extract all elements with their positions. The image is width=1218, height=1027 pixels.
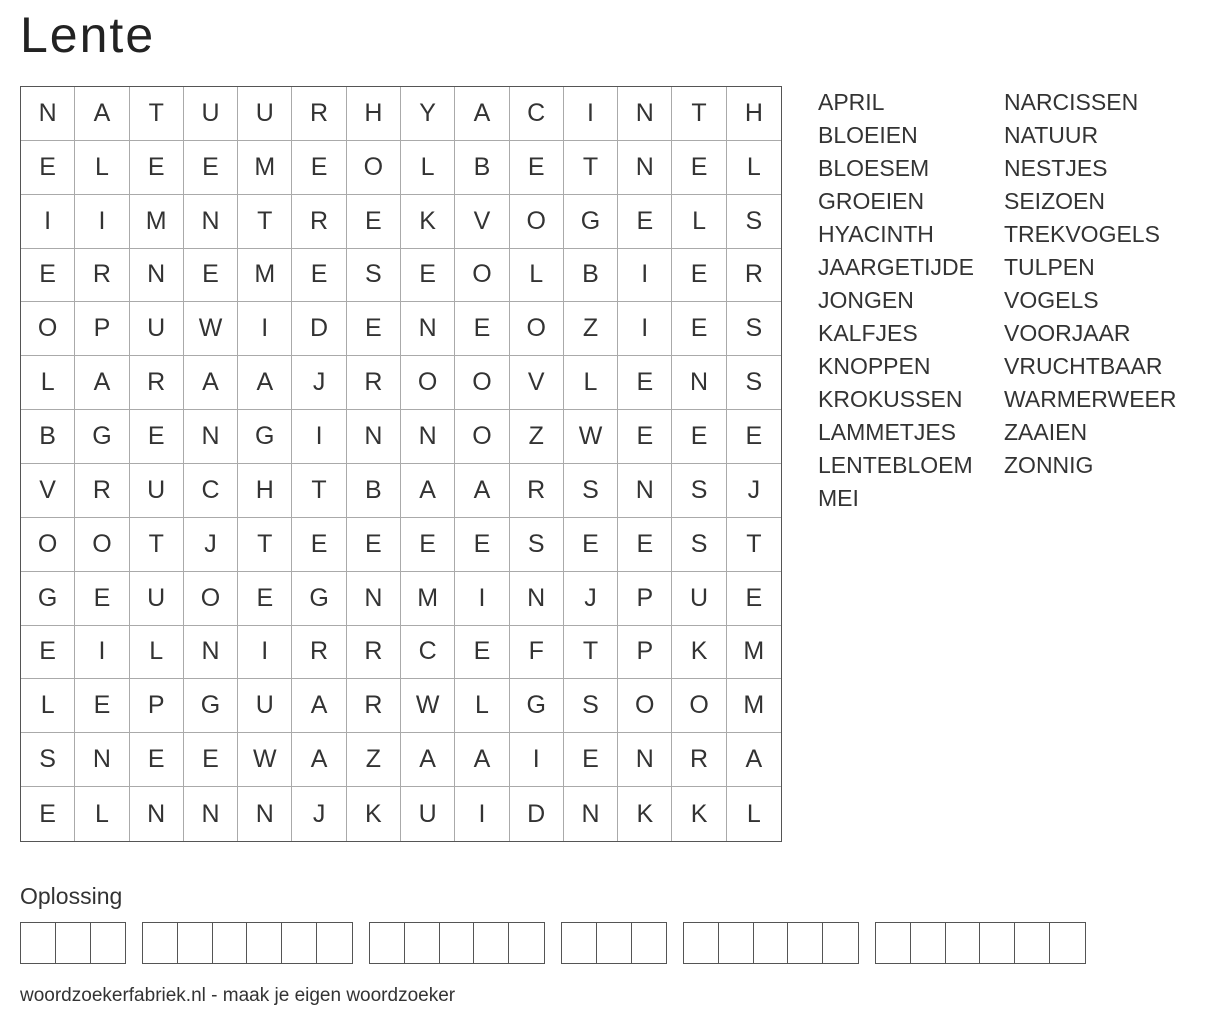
grid-cell[interactable]: I [75,195,129,249]
grid-cell[interactable]: E [618,356,672,410]
word-list-item: ZONNIG [1004,452,1094,478]
grid-cell[interactable]: E [672,249,726,303]
grid-cell[interactable]: E [727,572,781,626]
word-list-item: APRIL [818,89,885,115]
grid-cell[interactable]: L [564,356,618,410]
grid-cell[interactable]: G [292,572,346,626]
grid-cell[interactable]: E [130,410,184,464]
grid-cell[interactable]: L [455,679,509,733]
word-list-item: MEI [818,485,859,511]
page-title: Lente [20,7,156,63]
grid-cell[interactable]: M [727,679,781,733]
grid-cell[interactable]: N [347,410,401,464]
grid-cell[interactable]: N [564,787,618,841]
grid-cell[interactable]: Z [564,302,618,356]
grid-cell[interactable]: K [401,195,455,249]
grid-cell[interactable]: G [184,679,238,733]
grid-cell[interactable]: R [292,195,346,249]
grid-cell[interactable]: R [727,249,781,303]
word-list-item: LAMMETJES [818,419,957,445]
grid-cell[interactable]: A [75,356,129,410]
grid-cell[interactable]: I [238,626,292,680]
grid-cell[interactable]: N [618,733,672,787]
grid-cell[interactable]: S [347,249,401,303]
grid-cell[interactable]: G [564,195,618,249]
solution-letter-box[interactable] [474,923,509,963]
word-list-item: SEIZOEN [1004,188,1105,214]
grid-cell[interactable]: O [672,679,726,733]
grid-cell[interactable]: E [75,679,129,733]
grid-cell[interactable]: E [618,195,672,249]
grid-cell[interactable]: R [292,87,346,141]
grid-cell[interactable]: E [184,733,238,787]
solution-letter-box[interactable] [876,923,911,963]
grid-cell[interactable]: W [238,733,292,787]
grid-cell[interactable]: E [672,141,726,195]
grid-cell[interactable]: U [130,302,184,356]
letter-grid [20,86,782,842]
grid-cell[interactable]: R [672,733,726,787]
grid-cell[interactable]: I [21,195,75,249]
grid-cell[interactable]: E [21,141,75,195]
grid-cell[interactable]: N [672,356,726,410]
grid-cell[interactable]: J [727,464,781,518]
grid-cell[interactable]: B [21,410,75,464]
grid-cell[interactable]: M [238,249,292,303]
solution-letter-box[interactable] [91,923,126,963]
solution-letter-box[interactable] [946,923,981,963]
grid-cell[interactable]: L [727,141,781,195]
grid-cell[interactable]: E [130,141,184,195]
grid-cell[interactable]: N [130,787,184,841]
grid-cell[interactable]: E [184,249,238,303]
grid-cell[interactable]: J [292,787,346,841]
word-list-item: VRUCHTBAAR [1004,353,1163,379]
grid-cell[interactable]: T [564,626,618,680]
grid-cell[interactable]: G [21,572,75,626]
solution-word-group [20,922,126,964]
word-list-item: VOORJAAR [1004,320,1131,346]
grid-cell[interactable]: M [401,572,455,626]
grid-cell[interactable]: T [130,87,184,141]
solution-letter-box[interactable] [370,923,405,963]
grid-cell[interactable]: K [672,626,726,680]
grid-cell[interactable]: P [130,679,184,733]
grid-cell[interactable]: S [727,302,781,356]
grid-cell[interactable]: S [564,464,618,518]
grid-cell[interactable]: T [727,518,781,572]
grid-cell[interactable]: W [401,679,455,733]
grid-cell[interactable]: E [75,572,129,626]
grid-cell[interactable]: O [455,356,509,410]
grid-cell[interactable]: N [618,87,672,141]
grid-cell[interactable]: H [727,87,781,141]
solution-word-group [369,922,545,964]
grid-cell[interactable]: I [455,787,509,841]
grid-cell[interactable]: O [618,679,672,733]
grid-cell[interactable]: Z [510,410,564,464]
grid-cell[interactable]: A [455,87,509,141]
grid-cell[interactable]: U [672,572,726,626]
grid-cell[interactable]: G [75,410,129,464]
grid-cell[interactable]: E [292,141,346,195]
grid-cell[interactable]: N [184,195,238,249]
grid-cell[interactable]: L [75,787,129,841]
grid-cell[interactable]: G [510,679,564,733]
grid-cell[interactable]: O [347,141,401,195]
solution-letter-box[interactable] [1015,923,1050,963]
grid-cell[interactable]: N [75,733,129,787]
grid-cell[interactable]: L [75,141,129,195]
solution-letter-box[interactable] [143,923,178,963]
solution-letter-box[interactable] [754,923,789,963]
grid-cell[interactable]: A [727,733,781,787]
solution-word-group [561,922,667,964]
grid-cell[interactable]: C [401,626,455,680]
grid-cell[interactable]: L [130,626,184,680]
grid-cell[interactable]: A [75,87,129,141]
grid-cell[interactable]: O [21,302,75,356]
grid-cell[interactable]: E [455,518,509,572]
grid-cell[interactable]: I [455,572,509,626]
grid-cell[interactable]: L [746,799,761,828]
grid-cell[interactable]: V [510,356,564,410]
grid-cell[interactable]: H [347,87,401,141]
word-list-item: VOGELS [1004,287,1099,313]
grid-cell[interactable]: S [727,195,781,249]
grid-cell[interactable]: S [564,679,618,733]
grid-cell[interactable]: F [510,626,564,680]
grid-cell[interactable]: I [238,302,292,356]
solution-letter-box[interactable] [823,923,858,963]
grid-cell[interactable]: E [238,572,292,626]
grid-cell[interactable]: I [510,733,564,787]
word-list-item: KROKUSSEN [818,386,963,412]
grid-cell[interactable]: E [401,249,455,303]
solution-letter-box[interactable] [56,923,91,963]
grid-cell[interactable]: L [21,679,75,733]
grid-cell[interactable]: L [21,356,75,410]
grid-cell[interactable]: I [564,87,618,141]
grid-cell[interactable]: U [130,464,184,518]
grid-cell[interactable]: E [455,626,509,680]
grid-cell[interactable]: E [727,410,781,464]
grid-cell[interactable]: A [401,733,455,787]
grid-cell[interactable]: S [672,464,726,518]
solution-letter-box[interactable] [509,923,544,963]
grid-cell[interactable]: D [292,302,346,356]
grid-cell[interactable]: T [238,195,292,249]
solution-letter-box[interactable] [980,923,1015,963]
grid-cell[interactable]: Z [347,733,401,787]
word-list-item: LENTEBLOEM [818,452,973,478]
solution-letter-box[interactable] [440,923,475,963]
grid-cell[interactable]: K [672,787,726,841]
grid-cell[interactable]: I [75,626,129,680]
grid-cell[interactable]: S [21,733,75,787]
grid-cell[interactable]: E [401,518,455,572]
grid-cell[interactable]: O [510,302,564,356]
solution-letter-box[interactable] [405,923,440,963]
grid-cell[interactable]: L [510,249,564,303]
grid-cell[interactable]: R [130,356,184,410]
grid-cell[interactable]: E [184,141,238,195]
grid-cell[interactable]: E [564,518,618,572]
grid-cell[interactable]: B [347,464,401,518]
grid-cell[interactable]: R [292,626,346,680]
grid-cell[interactable]: V [455,195,509,249]
grid-cell[interactable]: B [564,249,618,303]
grid-cell[interactable]: R [347,626,401,680]
solution-letter-box[interactable] [317,923,352,963]
word-list-item: NATUUR [1004,122,1099,148]
grid-cell[interactable]: N [184,626,238,680]
grid-cell[interactable]: V [21,464,75,518]
grid-cell[interactable]: N [347,572,401,626]
grid-cell[interactable]: E [672,410,726,464]
grid-cell[interactable]: R [75,249,129,303]
grid-cell[interactable]: E [347,195,401,249]
grid-cell[interactable]: U [184,87,238,141]
grid-cell[interactable]: T [238,518,292,572]
word-list-item: NARCISSEN [1004,89,1139,115]
solution-label: Oplossing [20,883,123,909]
solution-letter-box[interactable] [21,923,56,963]
grid-cell[interactable]: E [21,787,75,841]
grid-cell[interactable]: E [618,518,672,572]
solution-letter-box[interactable] [911,923,946,963]
grid-cell[interactable]: R [510,464,564,518]
grid-cell[interactable]: P [75,302,129,356]
grid-cell[interactable]: N [21,87,75,141]
grid-cell[interactable]: A [238,356,292,410]
grid-cell[interactable]: N [184,787,238,841]
word-list-item: BLOEIEN [818,122,918,148]
grid-cell[interactable]: A [455,733,509,787]
grid-cell[interactable]: E [130,733,184,787]
grid-cell[interactable]: W [564,410,618,464]
grid-cell[interactable]: N [130,249,184,303]
grid-cell[interactable]: M [130,195,184,249]
word-list-item: KALFJES [818,320,918,346]
grid-cell[interactable]: O [75,518,129,572]
grid-cell[interactable]: R [347,356,401,410]
grid-cell[interactable]: I [292,410,346,464]
word-list-item: WARMERWEER [1004,386,1177,412]
solution-word-group [142,922,353,964]
grid-cell[interactable]: E [347,518,401,572]
grid-cell[interactable]: U [401,787,455,841]
grid-cell[interactable]: N [618,464,672,518]
grid-cell[interactable]: E [347,302,401,356]
grid-cell[interactable]: E [292,518,346,572]
solution-letter-box[interactable] [1050,923,1085,963]
grid-cell[interactable]: Y [401,87,455,141]
word-list [818,88,1204,517]
grid-cell[interactable]: L [401,141,455,195]
grid-cell[interactable]: B [455,141,509,195]
grid-cell[interactable]: E [564,733,618,787]
grid-cell[interactable]: E [21,626,75,680]
grid-cell[interactable]: O [21,518,75,572]
word-list-item: NESTJES [1004,155,1108,181]
word-list-item: JAARGETIJDE [818,254,974,280]
grid-cell[interactable]: O [510,195,564,249]
solution-letter-box[interactable] [213,923,248,963]
grid-cell[interactable]: N [238,787,292,841]
grid-cell[interactable]: N [401,410,455,464]
grid-cell[interactable]: A [401,464,455,518]
grid-cell[interactable]: I [618,302,672,356]
solution-word-group [683,922,859,964]
grid-cell[interactable]: G [238,410,292,464]
grid-cell[interactable]: N [401,302,455,356]
grid-cell[interactable]: E [455,302,509,356]
grid-cell[interactable]: J [564,572,618,626]
grid-cell[interactable]: T [564,141,618,195]
grid-cell[interactable]: K [618,787,672,841]
grid-cell[interactable]: U [238,679,292,733]
grid-cell[interactable]: M [238,141,292,195]
solution-letter-box[interactable] [282,923,317,963]
grid-cell[interactable]: U [130,572,184,626]
grid-cell[interactable]: T [672,87,726,141]
grid-cell[interactable]: P [618,572,672,626]
grid-cell[interactable]: T [292,464,346,518]
grid-cell[interactable]: E [510,141,564,195]
solution-letter-box[interactable] [719,923,754,963]
grid-cell[interactable]: E [618,410,672,464]
grid-cell[interactable]: E [672,302,726,356]
solution-letter-box[interactable] [247,923,282,963]
grid-cell[interactable]: R [75,464,129,518]
grid-cell[interactable]: C [184,464,238,518]
grid-cell[interactable]: H [238,464,292,518]
word-list-item: TREKVOGELS [1004,221,1160,247]
grid-cell[interactable]: N [618,141,672,195]
solution-letter-box[interactable] [597,923,632,963]
word-list-item: GROEIEN [818,188,925,214]
grid-cell[interactable]: S [510,518,564,572]
grid-cell[interactable]: U [238,87,292,141]
grid-cell[interactable]: E [21,249,75,303]
grid-cell[interactable]: J [184,518,238,572]
grid-cell[interactable]: I [618,249,672,303]
grid-cell[interactable]: A [184,356,238,410]
solution-letter-box[interactable] [562,923,597,963]
grid-cell[interactable]: O [455,249,509,303]
solution-letter-box[interactable] [788,923,823,963]
grid-cell[interactable]: N [184,410,238,464]
word-list-item: BLOESEM [818,155,930,181]
grid-cell[interactable]: K [347,787,401,841]
grid-cell[interactable]: L [672,195,726,249]
footer-text: woordzoekerfabriek.nl - maak je eigen woordzoeker [20,985,456,1006]
grid-cell[interactable]: M [727,626,781,680]
grid-cell[interactable]: P [618,626,672,680]
grid-cell[interactable]: A [455,464,509,518]
grid-cell[interactable]: A [292,679,346,733]
grid-cell[interactable]: S [727,356,781,410]
grid-cell[interactable]: N [510,572,564,626]
solution-letter-box[interactable] [684,923,719,963]
solution-letter-box[interactable] [178,923,213,963]
grid-cell[interactable]: J [292,356,346,410]
grid-cell[interactable]: S [672,518,726,572]
grid-cell[interactable]: D [510,787,564,841]
grid-cell[interactable]: E [292,249,346,303]
grid-cell[interactable]: W [184,302,238,356]
word-list-item: JONGEN [818,287,914,313]
grid-cell[interactable]: O [401,356,455,410]
word-list-item: HYACINTH [818,221,934,247]
grid-cell[interactable]: O [455,410,509,464]
word-list-item: KNOPPEN [818,353,931,379]
grid-cell[interactable]: R [347,679,401,733]
grid-cell[interactable]: A [292,733,346,787]
word-list-item: TULPEN [1004,254,1095,280]
grid-cell[interactable]: O [184,572,238,626]
solution-word-group [875,922,1086,964]
grid-cell[interactable]: T [130,518,184,572]
grid-cell[interactable]: C [510,87,564,141]
word-list-item: ZAAIEN [1004,419,1088,445]
solution-letter-box[interactable] [632,923,667,963]
